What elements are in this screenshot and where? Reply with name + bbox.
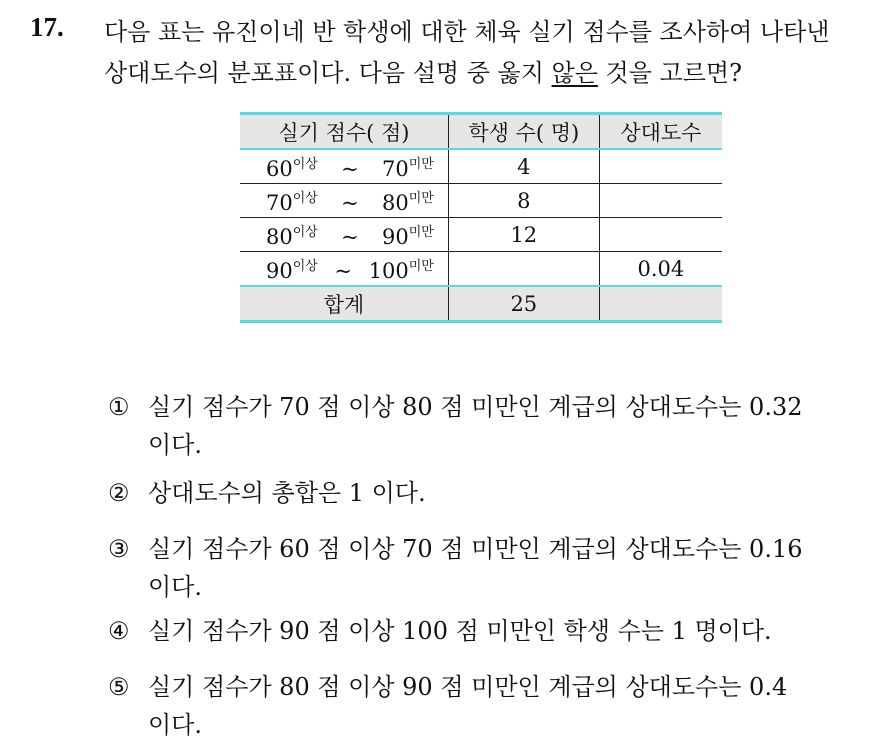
relative-frequency (599, 184, 722, 218)
choice-mark: ⑤ (108, 673, 130, 701)
relative-frequency (599, 149, 722, 184)
total-label: 합계 (240, 286, 448, 322)
range-tilde: ~ (341, 224, 359, 249)
table-header-row (240, 114, 722, 150)
choice-text: 실기 점수가 70 점 이상 80 점 미만인 계급의 상대도수는 0.32 (148, 393, 803, 421)
range-high: 100 (368, 258, 409, 283)
choice-4[interactable] (108, 612, 772, 650)
total-relative (599, 286, 722, 322)
relative-frequency: 0.04 (599, 252, 722, 287)
stem-line-2-post: 것을 고르면? (597, 59, 742, 87)
range-low-suffix: 이상 (292, 190, 318, 206)
range-high: 70 (381, 156, 409, 181)
choice-1[interactable] (108, 388, 802, 464)
range-high: 80 (381, 190, 409, 215)
header-relative: 상대도수 (599, 114, 722, 150)
student-count: 4 (448, 149, 599, 184)
range-high-suffix: 미만 (408, 224, 434, 240)
choice-5[interactable] (108, 668, 787, 744)
stem-line-2-pre: 상대도수의 분포표이다. 다음 설명 중 옳지 (104, 59, 552, 87)
stem-line-1: 다음 표는 유진이네 반 학생에 대한 체육 실기 점수를 조사하여 나타낸 (104, 18, 830, 46)
score-range (240, 218, 448, 252)
range-high-suffix: 미만 (408, 156, 434, 172)
range-tilde: ~ (341, 156, 359, 181)
table-row (240, 149, 722, 184)
question-stem (104, 12, 874, 94)
header-count: 학생 수( 명) (448, 114, 599, 150)
student-count: 8 (448, 184, 599, 218)
relative-frequency (599, 218, 722, 252)
range-low: 80 (266, 224, 293, 249)
range-low: 90 (266, 258, 293, 283)
choice-2[interactable] (108, 474, 426, 512)
student-count (448, 252, 599, 287)
score-range (240, 184, 448, 218)
total-count: 25 (448, 286, 599, 322)
question-number: 17. (30, 12, 64, 42)
choice-text: 실기 점수가 80 점 이상 90 점 미만인 계급의 상대도수는 0.4 (148, 673, 788, 701)
score-range (240, 149, 448, 184)
choice-text-cont: 이다. (148, 711, 202, 739)
table-total-row (240, 286, 722, 322)
range-low-suffix: 이상 (292, 258, 318, 274)
choice-text-cont: 이다. (148, 573, 202, 601)
range-low-suffix: 이상 (292, 156, 318, 172)
student-count: 12 (448, 218, 599, 252)
range-low: 70 (266, 190, 293, 215)
choice-mark: ② (108, 479, 130, 507)
range-high-suffix: 미만 (408, 258, 434, 274)
choice-text-cont: 이다. (148, 431, 202, 459)
table-row (240, 218, 722, 252)
relative-frequency-table (240, 112, 722, 323)
choice-mark: ① (108, 393, 130, 421)
range-high: 90 (381, 224, 409, 249)
choice-mark: ④ (108, 617, 130, 645)
stem-underlined-word: 않은 (551, 59, 598, 87)
range-tilde: ~ (341, 190, 359, 215)
table-row (240, 184, 722, 218)
choice-3[interactable] (108, 530, 802, 606)
range-low: 60 (266, 156, 293, 181)
stem-line-2 (104, 53, 874, 94)
range-tilde: ~ (334, 258, 353, 283)
choice-text: 실기 점수가 90 점 이상 100 점 미만인 학생 수는 1 명이다. (148, 617, 772, 645)
choice-mark: ③ (108, 535, 130, 563)
score-range (240, 252, 448, 287)
choice-text: 실기 점수가 60 점 이상 70 점 미만인 계급의 상대도수는 0.16 (148, 535, 803, 563)
table-row (240, 252, 722, 287)
range-low-suffix: 이상 (292, 224, 318, 240)
range-high-suffix: 미만 (408, 190, 434, 206)
header-score: 실기 점수( 점) (240, 114, 448, 150)
choice-text: 상대도수의 총합은 1 이다. (148, 479, 426, 507)
